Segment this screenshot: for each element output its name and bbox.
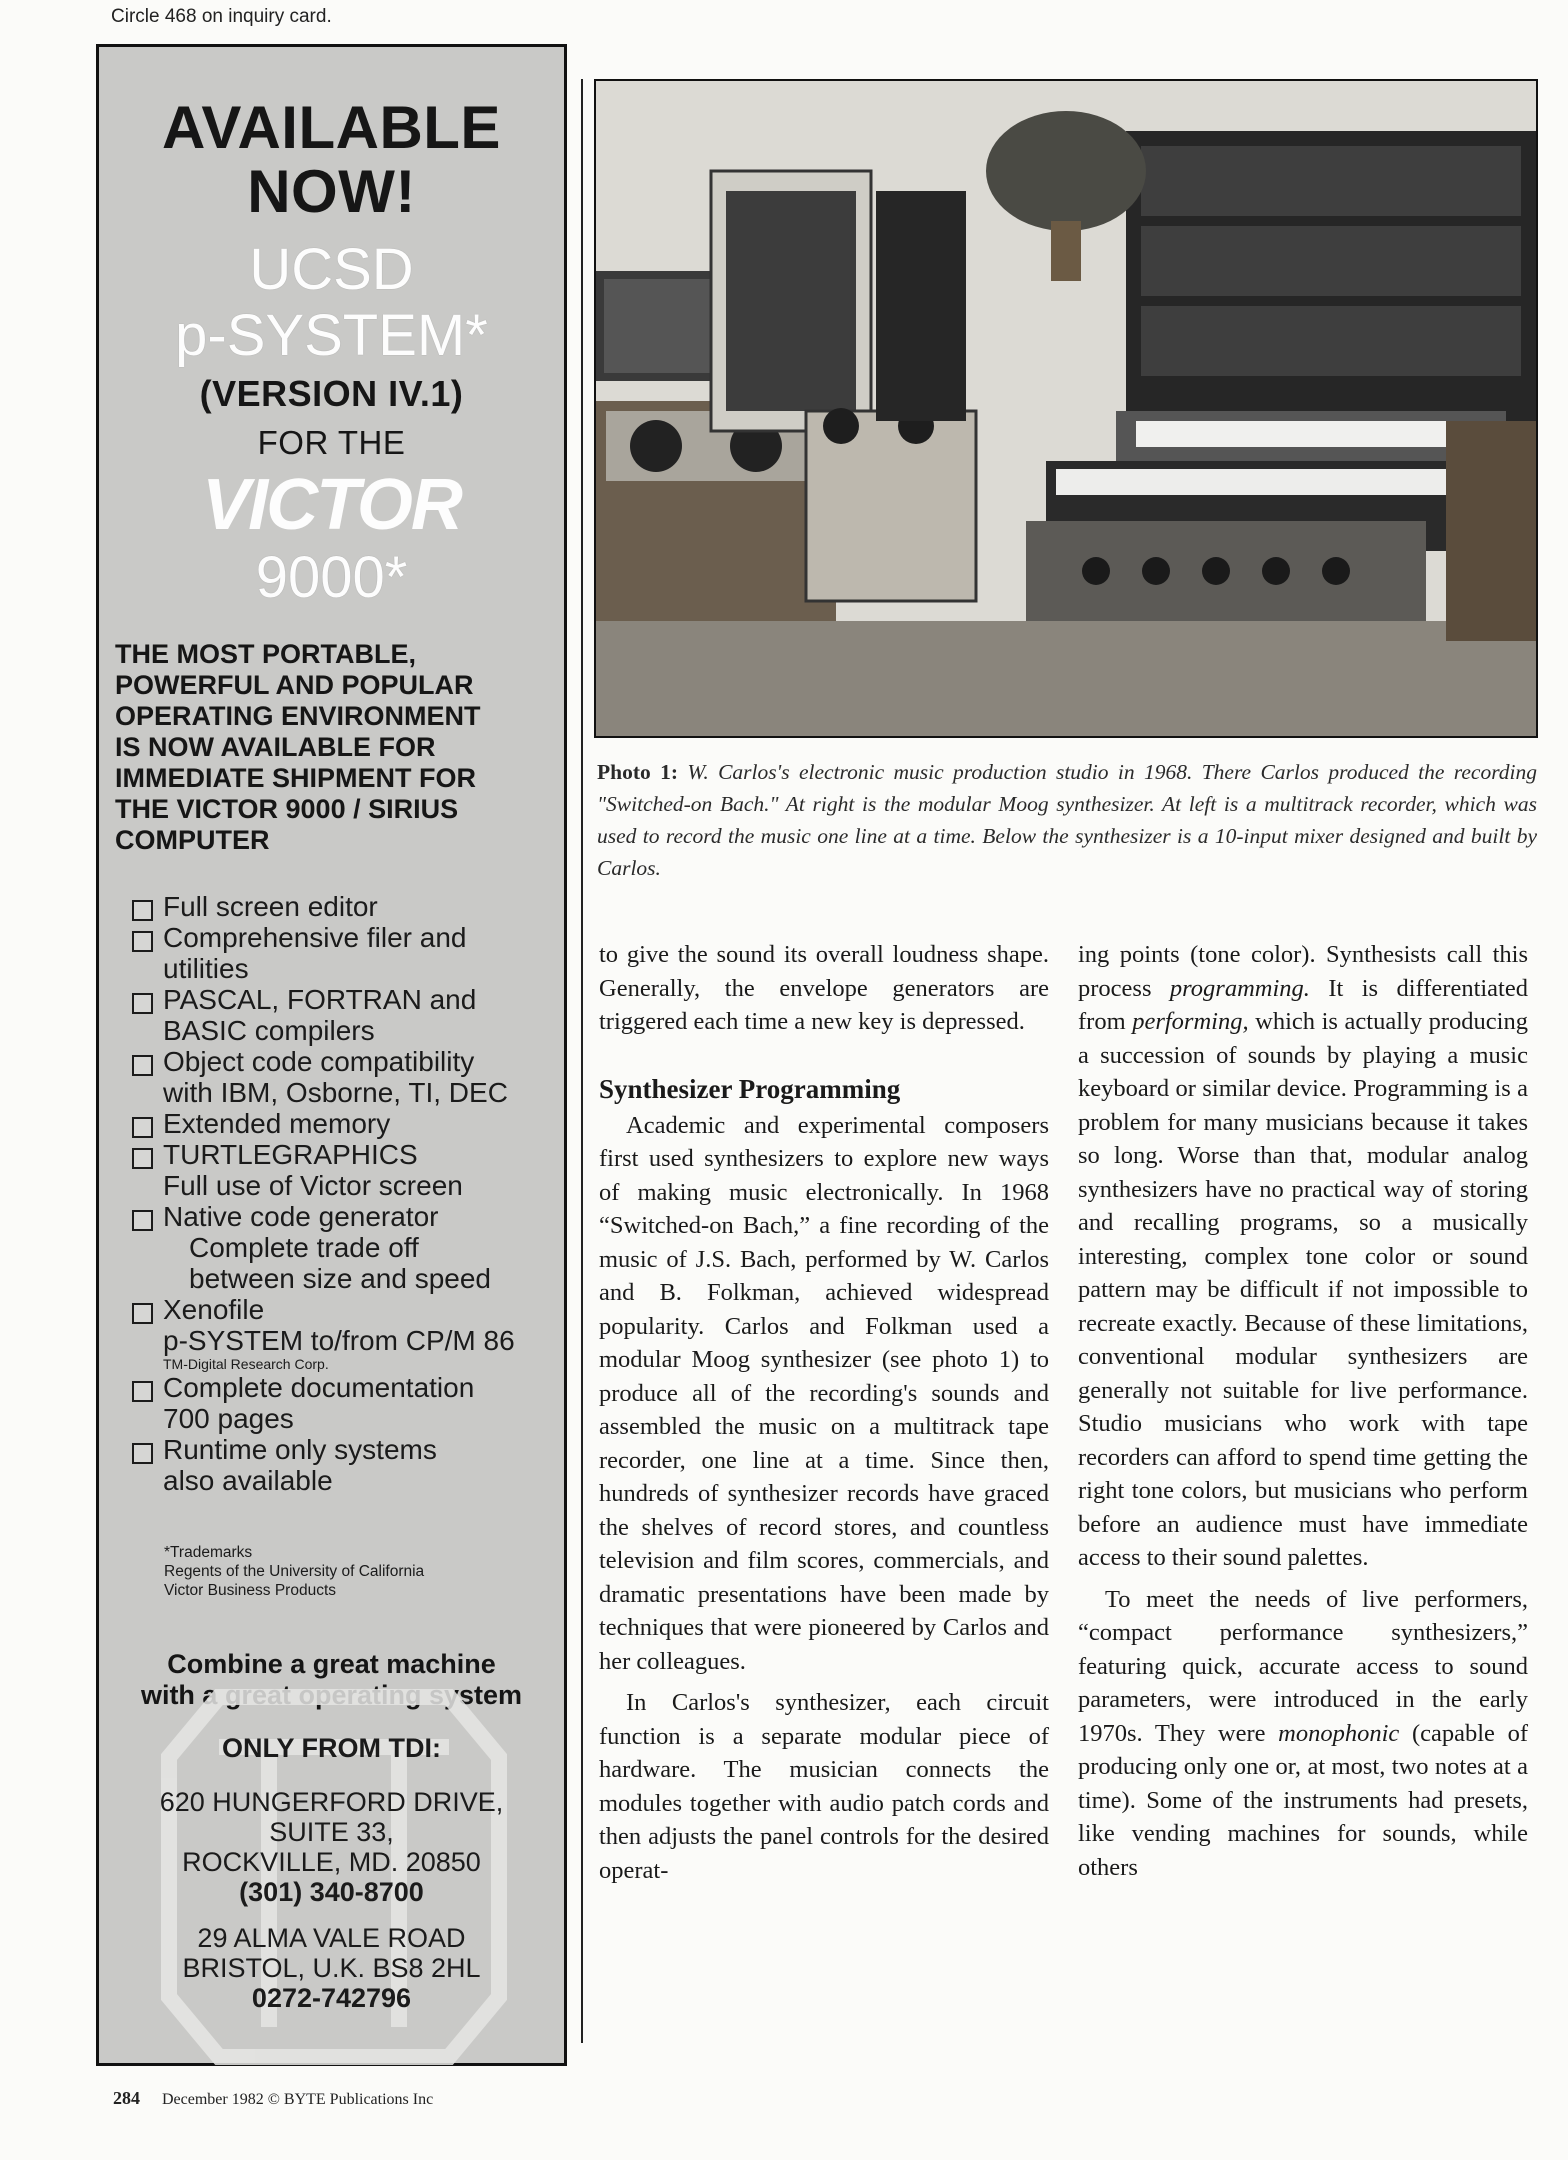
checkbox-icon — [132, 1117, 153, 1138]
ad-headline-now: NOW! — [247, 158, 416, 225]
ad-intro-line: POWERFUL AND POPULAR — [115, 670, 474, 700]
ad-headline-available: AVAILABLE — [162, 94, 501, 161]
caption-text: W. Carlos's electronic music production studio in 1968. There Carlos produced the recording "Switched-on Bach." At right is the modular Moog synthesizer. At left is a multitrack recorder, which was used to record the music one line at a time. Below the synthesizer is a 10-input mixer designed and built by Carlos. — [597, 760, 1537, 880]
ad-intro-line: THE MOST PORTABLE, — [115, 639, 416, 669]
ad-version: (VERSION IV.1) — [199, 373, 464, 414]
checkbox-icon — [132, 1303, 153, 1324]
ad-for-the: FOR THE — [257, 424, 406, 461]
checkbox-icon — [132, 1381, 153, 1402]
ad-address-us: 620 HUNGERFORD DRIVE, SUITE 33, ROCKVILLE, MD. 20850 (301) 340-8700 — [99, 1787, 564, 1907]
page-number: 284 — [113, 2088, 140, 2108]
paragraph: Academic and experimental composers first used synthesizers to explore new ways of making music electronically. In 1968 “Switched-on Bach,” a fine recording of the music of J.S. Bach, performed by W. Carlos and B. Folkman, achieved widespread popularity. Carlos and Folkman used a modular Moog synthesizer (see photo 1) to produce all of the recording's sounds and assembled the music on a multitrack tape recorder, one line at a time. Since then, hundreds of synthesizer records have graced the shelves of record stores, and countless television and film scores, commercials, and dramatic presentations have been made by techniques that were pioneered by Carlos and her colleagues. — [599, 1111, 1049, 1675]
ad-intro-line: IS NOW AVAILABLE FOR — [115, 732, 436, 762]
ad-trademarks: *Trademarks Regents of the University of California Victor Business Products — [164, 1544, 425, 1599]
feature-item: Object code compatibility with IBM, Osborne, TI, DEC — [129, 1046, 549, 1108]
ad-p-system: p-SYSTEM* — [175, 303, 488, 368]
ad-intro-line: IMMEDIATE SHIPMENT FOR — [115, 763, 476, 793]
feature-item: Full screen editor — [129, 891, 549, 922]
ad-intro — [115, 639, 555, 856]
ad-intro-line: OPERATING ENVIRONMENT — [115, 701, 481, 731]
checkbox-icon — [132, 1443, 153, 1464]
ad-slogan: Combine a great machine with a great operating system — [140, 1649, 523, 1710]
ad-only-from: ONLY FROM TDI: — [221, 1733, 441, 1763]
synthesizer-studio-image — [596, 81, 1536, 736]
paragraph: to give the sound its overall loudness shape. Generally, the envelope generators are triggered each time a new key is depressed. — [599, 941, 1049, 1035]
paragraph: To meet the needs of live performers, “compact performance synthesizers,” featuring quick, accurate access to sound parameters, were introduced in the early 1970s. They were monophonic (capable of producing only one or, at most, two notes at a time). Some of the instruments had presets, like vending machines for sounds, while others — [1078, 1585, 1528, 1881]
page-footer — [113, 2088, 433, 2109]
feature-item: Comprehensive filer and utilities — [129, 922, 549, 984]
feature-item: Native code generator Complete trade off between size and speed — [129, 1201, 549, 1294]
ad-intro-line: THE VICTOR 9000 / SIRIUS — [115, 794, 459, 824]
feature-item: Runtime only systems also available — [129, 1434, 549, 1496]
feature-item: TURTLEGRAPHICS Full use of Victor screen — [129, 1139, 549, 1201]
ad-victor-logo: VICTOR — [202, 465, 461, 545]
checkbox-icon — [132, 1148, 153, 1169]
feature-item: Xenofile p-SYSTEM to/from CP/M 86 TM-Digital Research Corp. — [129, 1294, 549, 1372]
column-divider — [581, 79, 583, 2043]
footer-credit: December 1982 © BYTE Publications Inc — [162, 2091, 434, 2108]
feature-item: Complete documentation 700 pages — [129, 1372, 549, 1434]
paragraph: In Carlos's synthesizer, each circuit function is a separate modular piece of hardware. The musician connects the modules together with audio patch cords and then adjusts the panel controls for the desired operat- — [599, 1689, 1049, 1884]
ad-feature-list — [129, 891, 549, 1496]
ad-address-uk: 29 ALMA VALE ROAD BRISTOL, U.K. BS8 2HL 0272-742796 — [99, 1923, 564, 2013]
caption-label: Photo 1: — [597, 760, 679, 784]
article-column-2 — [1078, 938, 1528, 1884]
inquiry-note: Circle 468 on inquiry card. — [111, 6, 332, 27]
feature-item: Extended memory — [129, 1108, 549, 1139]
checkbox-icon — [132, 1055, 153, 1076]
tdi-advertisement — [96, 44, 567, 2066]
checkbox-icon — [132, 993, 153, 1014]
ad-ucsd: UCSD — [249, 237, 414, 302]
section-heading: Synthesizer Programming — [599, 1073, 901, 1104]
feature-item: PASCAL, FORTRAN and BASIC compilers — [129, 984, 549, 1046]
ad-phone-us: (301) 340-8700 — [239, 1877, 424, 1907]
article-column-1 — [599, 938, 1049, 1887]
ad-9000: 9000* — [255, 545, 408, 610]
studio-photo — [594, 79, 1538, 738]
ad-intro-line: COMPUTER — [115, 825, 270, 855]
checkbox-icon — [132, 931, 153, 952]
photo-caption — [597, 756, 1537, 884]
checkbox-icon — [132, 900, 153, 921]
ad-phone-uk: 0272-742796 — [251, 1983, 412, 2013]
paragraph: ing points (tone color). Synthesists call this process programming. It is differentiated from performing, which is actually producing a succession of sounds by playing a music keyboard or similar device. Programming is a problem for many musicians because it takes so long. Worse than that, modular analog synthesizers have no practical way of storing and recalling programs, so a musically interesting, complex tone color or sound pattern may be difficult if not impossible to recreate exactly. Because of these limitations, conventional modular synthesizers are generally not suitable for live performance. Studio musicians who work with tape recorders can afford to spend time getting the right tone colors, but musicians who perform before an audience must have immediate access to their sound palettes. — [1078, 941, 1528, 1571]
checkbox-icon — [132, 1210, 153, 1231]
